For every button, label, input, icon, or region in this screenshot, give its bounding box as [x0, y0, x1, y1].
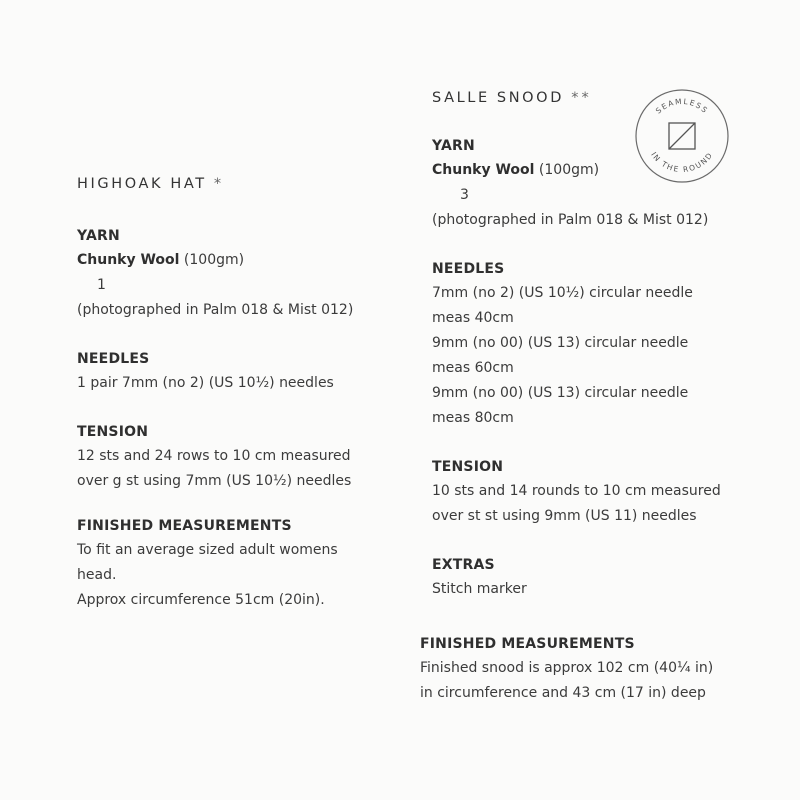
hat-tension-heading: TENSION — [77, 424, 149, 440]
snood-needles-line: 7mm (no 2) (US 10½) circular needle — [432, 285, 693, 301]
svg-text:IN THE ROUND — [649, 150, 715, 174]
snood-tension-line: over st st using 9mm (US 11) needles — [432, 508, 697, 524]
hat-difficulty-stars: * — [213, 176, 225, 192]
snood-finished-heading: FINISHED MEASUREMENTS — [420, 636, 635, 652]
hat-needles-line: 1 pair 7mm (no 2) (US 10½) needles — [77, 375, 334, 391]
seamless-in-the-round-badge — [634, 88, 730, 184]
hat-yarn-photo: (photographed in Palm 018 & Mist 012) — [77, 302, 354, 318]
svg-text:SEAMLESS — [654, 97, 710, 116]
hat-needles-heading: NEEDLES — [77, 351, 150, 367]
snood-finished-line: Finished snood is approx 102 cm (40¼ in) — [420, 660, 714, 676]
snood-needles-line: meas 80cm — [432, 410, 514, 426]
badge-bottom-text: IN THE ROUND — [649, 150, 715, 175]
snood-yarn-name: Chunky Wool (100gm) — [432, 162, 600, 178]
hat-finished-heading: FINISHED MEASUREMENTS — [77, 518, 292, 534]
snood-finished-block — [420, 632, 762, 706]
snood-tension-line: 10 sts and 14 rounds to 10 cm measured — [432, 483, 721, 499]
hat-tension-line: over g st using 7mm (US 10½) needles — [77, 473, 352, 489]
snood-yarn-photo: (photographed in Palm 018 & Mist 012) — [432, 212, 709, 228]
snood-extras-line: Stitch marker — [432, 581, 527, 597]
snood-needles-line: meas 60cm — [432, 360, 514, 376]
hat-finished-line: head. — [77, 567, 117, 583]
snood-needles-line: 9mm (no 00) (US 13) circular needle — [432, 385, 689, 401]
snood-title: SALLE SNOOD ** — [432, 90, 592, 106]
snood-tension-heading: TENSION — [432, 459, 504, 475]
hat-yarn-qty: 1 — [97, 277, 106, 293]
hat-yarn-name: Chunky Wool (100gm) — [77, 252, 245, 268]
badge-top-text: SEAMLESS — [653, 96, 711, 116]
snood-needles-heading: NEEDLES — [432, 261, 505, 277]
hat-finished-line: To fit an average sized adult womens — [77, 542, 338, 558]
snood-finished-line: in circumference and 43 cm (17 in) deep — [420, 685, 706, 701]
square-diagonal-icon — [669, 123, 695, 149]
snood-yarn-qty: 3 — [460, 187, 469, 203]
snood-needles-line: meas 40cm — [432, 310, 514, 326]
snood-extras-heading: EXTRAS — [432, 557, 495, 573]
highoak-hat-section — [77, 174, 397, 613]
hat-title: HIGHOAK HAT * — [77, 176, 225, 192]
hat-finished-line: Approx circumference 51cm (20in). — [77, 592, 325, 608]
snood-needles-line: 9mm (no 00) (US 13) circular needle — [432, 335, 689, 351]
snood-difficulty-stars: ** — [571, 90, 592, 106]
hat-yarn-heading: YARN — [77, 228, 120, 244]
hat-tension-line: 12 sts and 24 rows to 10 cm measured — [77, 448, 351, 464]
snood-yarn-heading: YARN — [432, 138, 475, 154]
